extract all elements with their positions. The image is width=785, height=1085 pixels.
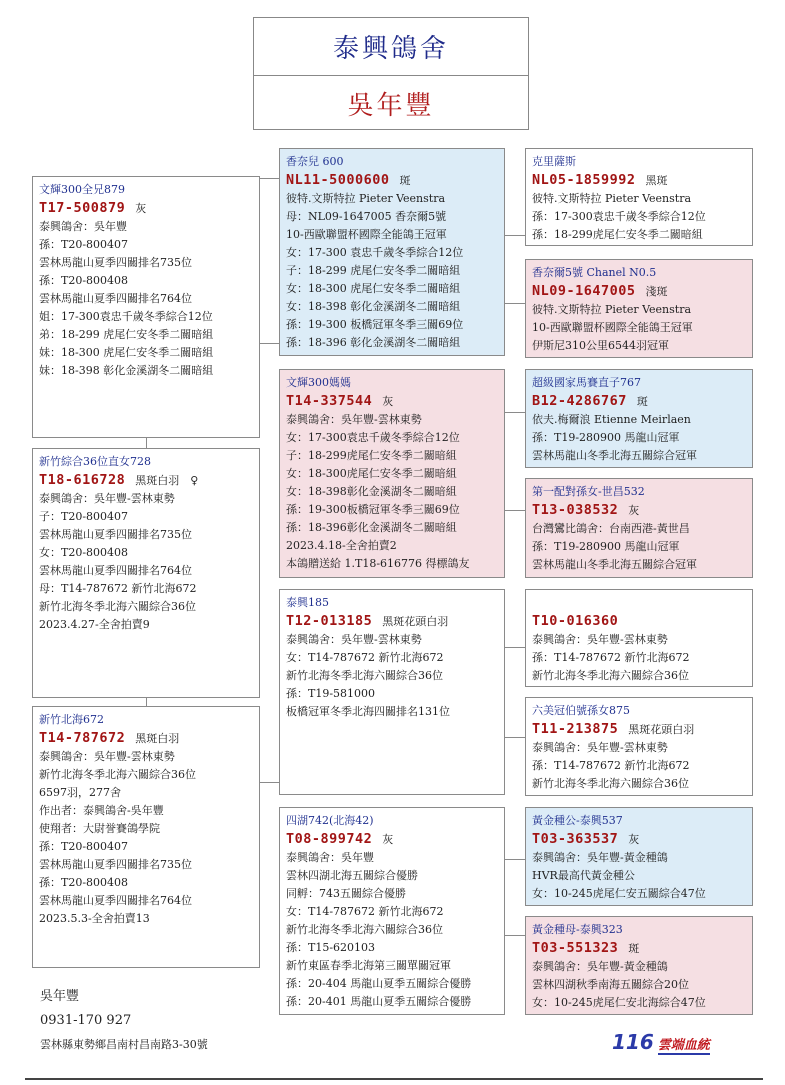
info-line: 2023.4.18-全舍拍賣2 [286, 539, 397, 552]
info-line: 10-西歐聯盟杯國際全能鴿王冠軍 [286, 228, 447, 241]
pigeon-card-sibling-728 [32, 448, 260, 698]
info-line: 雲林馬龍山夏季四關排名735位 [39, 256, 192, 269]
info-line: 泰興鴿舍：吳年豐-黃金種鴿 [532, 851, 668, 864]
info-line: 女：T14-787672 新竹北海672 [286, 905, 444, 918]
owner-name: 吳年豐 [40, 989, 80, 1004]
info-line: 泰興鴿舍：吳年豐-雲林東勢 [39, 492, 175, 505]
info-line: 新竹北海冬季北海六關綜合36位 [286, 923, 443, 936]
ring-number: NL05-1859992 [532, 172, 636, 188]
connector-line [505, 935, 525, 936]
pigeon-name: 香奈爾5號 Chanel N0.5 [532, 266, 657, 279]
info-line: 雲林馬龍山冬季北海五關綜合冠軍 [532, 558, 697, 571]
pigeon-name [532, 594, 746, 612]
ring-number: T18-616728 [39, 472, 126, 488]
info-line: 子：18-299 虎尾仁安冬季二關暗組 [286, 264, 461, 277]
pigeon-name: 黃金種公-泰興537 [532, 814, 623, 827]
pigeon-card-537 [525, 807, 753, 906]
ring-number: T03-363537 [532, 831, 619, 847]
info-line: 弟：18-299 虎尾仁安冬季二關暗組 [39, 328, 214, 341]
pigeon-card-self [32, 176, 260, 438]
info-line: 孫：T20-800407 [39, 840, 129, 853]
feather-color: 黑斑白羽 [135, 732, 180, 745]
info-line: 泰興鴿舍：吳年豐-雲林東勢 [286, 633, 422, 646]
info-line: 孫：20-401 馬龍山夏季五關綜合優勝 [286, 995, 472, 1008]
info-line: 泰興鴿舍：吳年豐-雲林東勢 [532, 633, 668, 646]
info-line: 孫：T15-620103 [286, 941, 376, 954]
pigeon-card-dam-sire [525, 369, 753, 468]
pigeon-name: 文輝300全兄879 [39, 183, 125, 196]
connector-line [505, 647, 525, 648]
info-line: 2023.5.3-全舍拍賣13 [39, 912, 150, 925]
pigeon-card-323 [525, 916, 753, 1015]
info-line: 本鴿贈送給 1.T18-616776 得標鴿友 [286, 557, 470, 570]
pigeon-card-742 [279, 807, 505, 1015]
info-line: 彼特.文斯特拉 Pieter Veenstra [286, 192, 446, 205]
owner-address: 雲林縣東勢鄉昌南村昌南路3-30號 [40, 1038, 208, 1051]
info-line: 女：17-300袁忠千歲冬季綜合12位 [286, 431, 460, 444]
feather-color: 灰 [628, 504, 640, 517]
info-line: 女：18-398彰化金溪湖冬二關暗組 [286, 485, 457, 498]
info-line: 女：T20-800408 [39, 546, 129, 559]
pigeon-card-875 [525, 697, 753, 796]
info-line: 孫：T20-800407 [39, 238, 129, 251]
ring-number: T10-016360 [532, 613, 619, 629]
info-line: 雲林馬龍山夏季四關排名764位 [39, 894, 192, 907]
info-line: 女：17-300 袁忠千歲冬季綜合12位 [286, 246, 464, 259]
owner-name-title: 吳年豐 [347, 91, 435, 121]
ring-number: T03-551323 [532, 940, 619, 956]
info-line: 泰興鴿舍：吳年豐-黃金種鴿 [532, 960, 668, 973]
info-line: 新竹北海冬季北海六關綜合36位 [39, 600, 196, 613]
info-line: 泰興鴿舍：吳年豐 [39, 220, 127, 233]
pigeon-card-dam-dam [525, 478, 753, 578]
info-line: 女：18-398 彰化金溪湖冬二關暗組 [286, 300, 461, 313]
info-line: 雲林馬龍山冬季北海五關綜合冠軍 [532, 449, 697, 462]
feather-color: 黑斑花頭白羽 [382, 615, 449, 628]
feather-color: 灰 [135, 202, 147, 215]
info-line: 新竹北海冬季北海六關綜合36位 [286, 669, 443, 682]
info-line: 女：T14-787672 新竹北海672 [286, 651, 444, 664]
feather-color: 斑 [399, 174, 411, 187]
pigeon-name: 超級國家馬賽直子767 [532, 376, 641, 389]
title-box [253, 17, 529, 130]
info-line: 孫：T19-280900 馬龍山冠軍 [532, 540, 680, 553]
connector-line [146, 698, 147, 706]
connector-line [505, 510, 525, 511]
info-line: 2023.4.27-全舍拍賣9 [39, 618, 150, 631]
feather-color: 斑 [636, 395, 648, 408]
info-line: 孫：18-299虎尾仁安冬季二關暗組 [532, 228, 703, 241]
info-line: 依夫.梅爾浪 Etienne Meirlaen [532, 413, 691, 426]
info-line: 女：10-245虎尾仁安五關綜合47位 [532, 887, 706, 900]
info-line: 雲林四湖秋季南海五關綜合20位 [532, 978, 689, 991]
info-line: 彼特.文斯特拉 Pieter Veenstra [532, 192, 692, 205]
ring-number: B12-4286767 [532, 393, 627, 409]
info-line: 雲林馬龍山夏季四關排名735位 [39, 528, 192, 541]
info-line: 板橋冠軍冬季北海四關排名131位 [286, 705, 450, 718]
feather-color: 淺斑 [645, 285, 668, 298]
feather-color: 黑斑花頭白羽 [628, 723, 695, 736]
connector-line [505, 303, 525, 304]
pigeon-card-dam [279, 369, 505, 578]
connector-line [505, 412, 525, 413]
info-line: 雲林馬龍山夏季四關排名735位 [39, 858, 192, 871]
info-line: 新竹東區春季北海第三關單關冠軍 [286, 959, 451, 972]
info-line: 孫：17-300袁忠千歲冬季綜合12位 [532, 210, 706, 223]
info-line: 作出者：泰興鴿舍-吳年豐 [39, 804, 164, 817]
info-line: 雲林四湖北海五關綜合優勝 [286, 869, 418, 882]
info-line: 姐：17-300袁忠千歲冬季綜合12位 [39, 310, 213, 323]
info-line: 孫：19-300 板橋冠軍冬季三關69位 [286, 318, 464, 331]
ring-number: T12-013185 [286, 613, 373, 629]
pigeon-card-360 [525, 589, 753, 687]
info-line: HVR最高代黃金種公 [532, 869, 635, 882]
info-line: 泰興鴿舍：吳年豐 [286, 851, 374, 864]
logo-text: 雲端血統 [658, 1034, 710, 1055]
ring-number: NL09-1647005 [532, 283, 636, 299]
info-line: 彼特.文斯特拉 Pieter Veenstra [532, 303, 692, 316]
connector-line [260, 178, 279, 179]
pigeon-name: 六美冠伯號孫女875 [532, 704, 630, 717]
feather-color: 灰 [382, 395, 394, 408]
ring-number: NL11-5000600 [286, 172, 390, 188]
pigeon-name: 泰興185 [286, 596, 329, 609]
info-line: 子：18-299虎尾仁安冬季二關暗組 [286, 449, 457, 462]
info-line: 孫：T19-581000 [286, 687, 376, 700]
info-line: 女：18-300虎尾仁安冬季二關暗組 [286, 467, 457, 480]
connector-line [260, 782, 279, 783]
info-line: 孫：T19-280900 馬龍山冠軍 [532, 431, 680, 444]
bottom-divider [25, 1078, 763, 1080]
info-line: 新竹北海冬季北海六關綜合36位 [39, 768, 196, 781]
info-line: 孫：18-396彰化金溪湖冬二關暗組 [286, 521, 457, 534]
info-line: 孫：T14-787672 新竹北海672 [532, 759, 690, 772]
info-line: 泰興鴿舍：吳年豐-雲林東勢 [39, 750, 175, 763]
pigeon-name: 黃金種母-泰興323 [532, 923, 623, 936]
ring-number: T11-213875 [532, 721, 619, 737]
ring-number: T08-899742 [286, 831, 373, 847]
owner-phone: 0931-170 927 [40, 1013, 132, 1028]
connector-line [505, 737, 525, 738]
info-line: 母：T14-787672 新竹北海672 [39, 582, 197, 595]
pigeon-name: 新竹綜合36位直女728 [39, 455, 151, 468]
info-line: 台灣鸞比鴿舍：台南西港-黃世昌 [532, 522, 690, 535]
feather-color: 黑斑 [645, 174, 668, 187]
info-line: 孫：20-404 馬龍山夏季五關綜合優勝 [286, 977, 472, 990]
logo-number: 116 [612, 1030, 654, 1054]
pigeon-name: 文輝300媽媽 [286, 376, 351, 389]
pigeon-name: 克里薩斯 [532, 155, 576, 168]
info-line: 雲林馬龍山夏季四關排名764位 [39, 292, 192, 305]
brand-logo [612, 1030, 710, 1055]
info-line: 使翔者：大尉誉賽鴿學院 [39, 822, 160, 835]
info-line: 新竹北海冬季北海六關綜合36位 [532, 669, 689, 682]
info-line: 伊斯尼310公里6544羽冠軍 [532, 339, 669, 352]
info-line: 孫：18-396 彰化金溪湖冬二關暗組 [286, 336, 461, 349]
ring-number: T17-500879 [39, 200, 126, 216]
info-line: 6597羽，277舍 [39, 786, 121, 799]
connector-line [146, 438, 147, 448]
info-line: 泰興鴿舍：吳年豐-雲林東勢 [286, 413, 422, 426]
ring-number: T13-038532 [532, 502, 619, 518]
info-line: 孫：T14-787672 新竹北海672 [532, 651, 690, 664]
connector-line [505, 859, 525, 860]
info-line: 女：18-300 虎尾仁安冬季二關暗組 [286, 282, 461, 295]
ring-number: T14-337544 [286, 393, 373, 409]
pigeon-card-185 [279, 589, 505, 795]
feather-color: 黑斑白羽 ♀ [135, 474, 199, 487]
info-line: 雲林馬龍山夏季四關排名764位 [39, 564, 192, 577]
feather-color: 斑 [628, 942, 640, 955]
pigeon-name: 香奈兒 600 [286, 155, 344, 168]
info-line: 泰興鴿舍：吳年豐-雲林東勢 [532, 741, 668, 754]
connector-line [260, 343, 279, 344]
pigeon-name: 新竹北海672 [39, 713, 104, 726]
ring-number: T14-787672 [39, 730, 126, 746]
pigeon-card-sibling-672 [32, 706, 260, 968]
pigeon-card-sire [279, 148, 505, 356]
info-line: 妹：18-398 彰化金溪湖冬二關暗組 [39, 364, 214, 377]
pigeon-name: 第一配對孫女-世昌532 [532, 485, 645, 498]
info-line: 新竹北海冬季北海六關綜合36位 [532, 777, 689, 790]
info-line: 女：10-245虎尾仁安北海綜合47位 [532, 996, 706, 1009]
info-line: 子：T20-800407 [39, 510, 129, 523]
pigeon-card-sire-sire [525, 148, 753, 246]
pigeon-card-sire-dam [525, 259, 753, 358]
info-line: 孫：T20-800408 [39, 274, 129, 287]
info-line: 10-西歐聯盟杯國際全能鴿王冠軍 [532, 321, 693, 334]
feather-color: 灰 [382, 833, 394, 846]
connector-line [505, 235, 525, 236]
info-line: 母：NL09-1647005 香奈爾5號 [286, 210, 447, 223]
info-line: 妹：18-300 虎尾仁安冬季二關暗組 [39, 346, 214, 359]
owner-contact [40, 985, 208, 1057]
info-line: 同孵：743五關綜合優勝 [286, 887, 406, 900]
info-line: 孫：T20-800408 [39, 876, 129, 889]
info-line: 孫：19-300板橋冠軍冬季三關69位 [286, 503, 460, 516]
feather-color: 灰 [628, 833, 640, 846]
pigeon-name: 四湖742(北海42) [286, 814, 374, 827]
loft-name: 泰興鴿舍 [254, 18, 528, 76]
